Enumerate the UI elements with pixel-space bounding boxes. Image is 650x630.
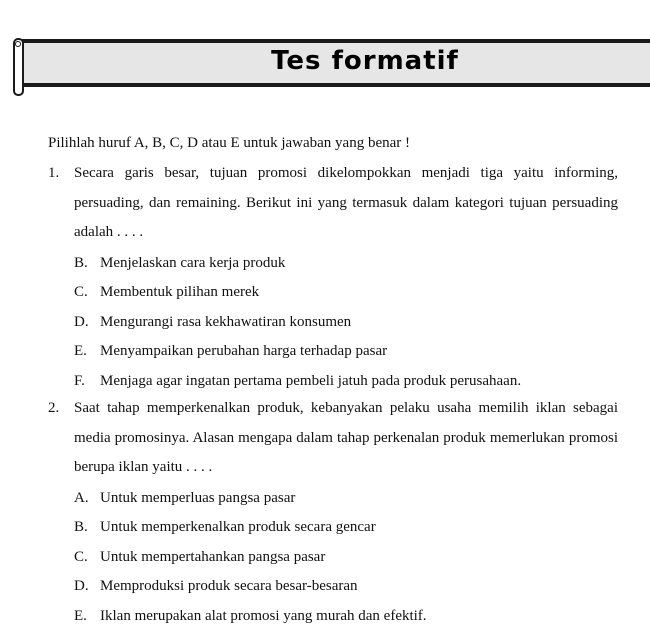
option-item	[74, 606, 427, 626]
question-text: Saat tahap memperkenalkan produk, kebanyakan pelaku usaha memilih iklan sebagai media promosinya. Alasan mengapa dalam tahap perkenalan produk memerlukan promosi berupa iklan yaitu . . . .	[74, 400, 618, 475]
option-letter: B.	[74, 519, 88, 535]
option-text: Menjelaskan cara kerja produk	[100, 255, 286, 271]
option-letter: E.	[74, 608, 87, 624]
option-text: Untuk mempertahankan pangsa pasar	[100, 549, 326, 565]
question-text: Secara garis besar, tujuan promosi dikelompokkan menjadi tiga yaitu informing, persuading, dan remaining. Berikut ini yang termasuk dalam kategori tujuan persuading adalah . . . .	[74, 165, 618, 240]
option-item	[74, 488, 295, 508]
option-text: Menjaga agar ingatan pertama pembeli jatuh pada produk perusahaan.	[100, 373, 522, 389]
option-letter: C.	[74, 284, 88, 300]
question-number: 2.	[48, 400, 60, 416]
option-letter: D.	[74, 578, 89, 594]
option-letter: D.	[74, 314, 89, 330]
option-text: Memproduksi produk secara besar-besaran	[100, 578, 358, 594]
option-text: Mengurangi rasa kekhawatiran konsumen	[100, 314, 352, 330]
instruction-text: Pilihlah huruf A, B, C, D atau E untuk jawaban yang benar !	[48, 135, 411, 151]
option-item	[74, 517, 376, 537]
option-text: Untuk memperluas pangsa pasar	[100, 490, 296, 506]
question-1	[48, 159, 618, 248]
option-letter: A.	[74, 490, 89, 506]
option-letter: B.	[74, 255, 88, 271]
option-text: Iklan merupakan alat promosi yang murah dan efektif.	[100, 608, 427, 624]
option-item	[74, 253, 285, 273]
option-letter: F.	[74, 373, 85, 389]
option-item	[74, 312, 351, 332]
question-number: 1.	[48, 165, 60, 181]
option-item	[74, 282, 259, 302]
option-letter: C.	[74, 549, 88, 565]
option-item	[74, 341, 387, 361]
option-letter: E.	[74, 343, 87, 359]
option-text: Membentuk pilihan merek	[100, 284, 260, 300]
page-title: Tes formatif	[271, 46, 459, 76]
option-text: Menyampaikan perubahan harga terhadap pasar	[100, 343, 388, 359]
option-item	[74, 576, 358, 596]
option-item	[74, 371, 521, 391]
scroll-dot-decoration	[15, 41, 21, 47]
question-2	[48, 394, 618, 483]
option-text: Untuk memperkenalkan produk secara gencar	[100, 519, 376, 535]
option-item	[74, 547, 325, 567]
